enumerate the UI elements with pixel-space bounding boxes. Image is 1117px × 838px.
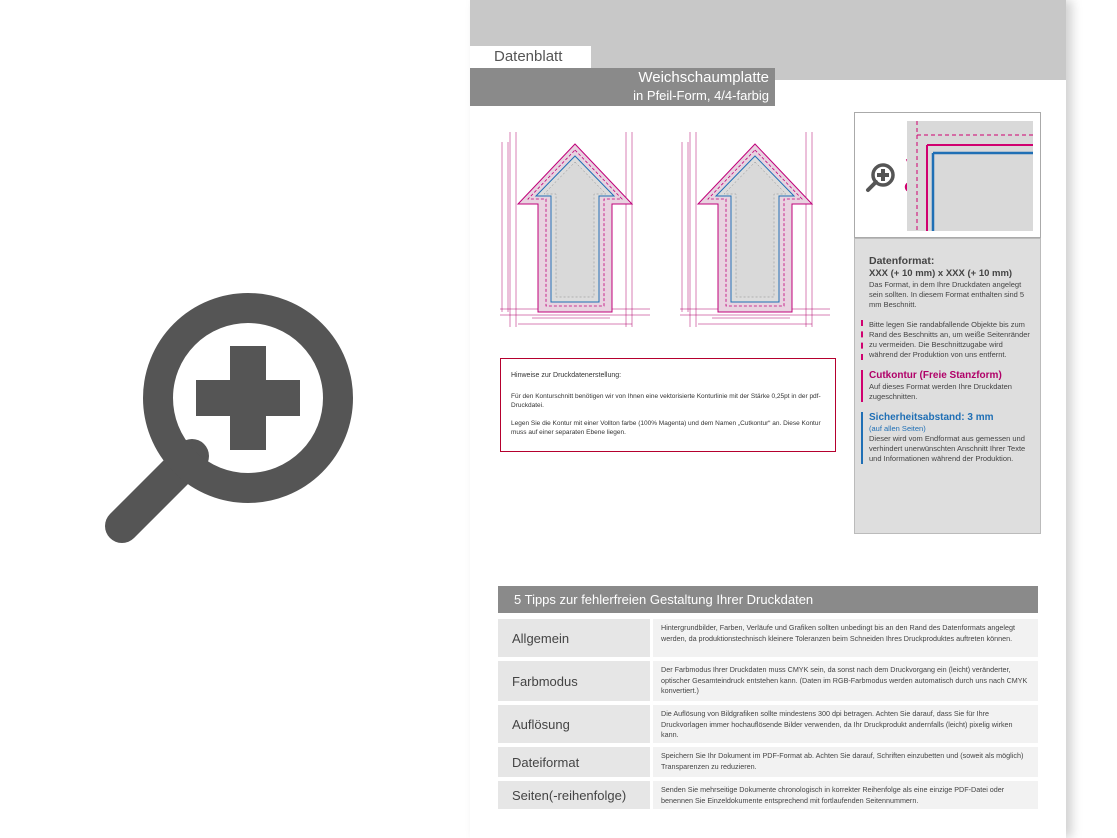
- tip-text: Die Auflösung von Bildgrafiken sollte mindestens 300 dpi betragen. Achten Sie darauf, dass Sie für Ihre Druckvorlagen immer hochauflösende Bilder verwenden, da Ihr Druckprodukt andernfalls (leicht) pixelig wirken kann.: [653, 705, 1038, 743]
- datasheet-page: [470, 0, 1066, 838]
- zoom-detail-panel: [854, 112, 1041, 238]
- title-bar: [470, 68, 775, 106]
- datenformat-title: Datenformat:: [869, 255, 935, 267]
- safety-margin-sub: (auf allen Seiten): [869, 424, 926, 433]
- hint-paragraph-color: Legen Sie die Kontur mit einer Vollton farbe (100% Magenta) und dem Namen „Cutkontur“ an. Diese Kontur muss auf einer separaten Ebene liegen.: [511, 420, 821, 436]
- tips-heading: 5 Tipps zur fehlerfreien Gestaltung Ihrer Druckdaten: [498, 586, 1038, 613]
- hint-title: Hinweise zur Druckdatenerstellung:: [511, 372, 622, 379]
- tip-row: [498, 661, 1038, 701]
- tip-label: Farbmodus: [498, 661, 650, 701]
- bleed-section: [869, 320, 1030, 360]
- corner-crop-detail: [907, 121, 1033, 231]
- tip-text: Hintergrundbilder, Farben, Verläufe und Grafiken sollten unbedingt bis an den Rand des Datenformats angelegt werden, da produktionstechnisch kleinere Toleranzen beim Schneiden Ihres Druckproduktes auftreten können.: [653, 619, 1038, 657]
- tip-row: [498, 747, 1038, 777]
- tip-row: [498, 705, 1038, 743]
- tip-text: Der Farbmodus Ihrer Druckdaten muss CMYK sein, da sonst nach dem Druckvorgang ein (leicht) veränderter, optischer Gesamteindruck entstehen kann. (Daten im RGB-Farbmodus werden automatisch durch uns nach CMYK konvertiert.): [653, 661, 1038, 701]
- cutcontour-section: [869, 370, 1030, 402]
- tip-text: Speichern Sie Ihr Dokument im PDF-Format ab. Achten Sie darauf, Schriften einzubetten und (soweit als möglich) Transparenzen zu reduzieren.: [653, 747, 1038, 777]
- datenformat-text: Das Format, in dem Ihre Druckdaten angelegt sein sollten. In diesem Format enthalten sind 5 mm Beschnitt.: [869, 280, 1025, 309]
- tip-row: [498, 781, 1038, 809]
- datasheet-tag: Datenblatt: [470, 46, 591, 68]
- bleed-text: Bitte legen Sie randabfallende Objekte bis zum Rand des Beschnitts an, um weiße Seitenränder zu vermeiden. Die Beschnittzugabe wird während der Produktion von uns entfernt.: [869, 320, 1030, 359]
- tip-label: Auflösung: [498, 705, 650, 743]
- arrow-template-drawing-back: [680, 132, 830, 332]
- cutcontour-text: Auf dieses Format werden Ihre Druckdaten zugeschnitten.: [869, 382, 1012, 401]
- tip-label: Seiten(-reihenfolge): [498, 781, 650, 809]
- tip-label: Allgemein: [498, 619, 650, 657]
- tip-row: [498, 619, 1038, 657]
- zoom-in-icon[interactable]: [865, 161, 897, 193]
- tip-text: Senden Sie mehrseitige Dokumente chronologisch in korrekter Reihenfolge als eine einzige PDF-Datei oder benennen Sie Einzeldokumente entsprechend mit fortlaufenden Seitennummern.: [653, 781, 1038, 809]
- safety-margin-title: Sicherheitsabstand: 3 mm: [869, 412, 994, 423]
- print-data-hint-box: [500, 358, 836, 452]
- zoom-in-icon[interactable]: [100, 288, 370, 558]
- safety-margin-section: [869, 412, 1030, 464]
- cutcontour-title: Cutkontur (Freie Stanzform): [869, 370, 1002, 381]
- hint-paragraph-contour: Für den Konturschnitt benötigen wir von Ihnen eine vektorisierte Konturlinie mit der Stärke 0,25pt in der pdf-Druckdatei.: [511, 393, 821, 409]
- product-subtitle: in Pfeil-Form, 4/4-farbig: [633, 88, 769, 103]
- product-title: Weichschaumplatte: [638, 69, 769, 86]
- safety-margin-text: Dieser wird vom Endformat aus gemessen und verhindert unerwünschten Anschnitt Ihrer Texte und Informationen während der Produktion.: [869, 434, 1026, 463]
- datenformat-size: XXX (+ 10 mm) x XXX (+ 10 mm): [869, 268, 1013, 279]
- tip-label: Dateiformat: [498, 747, 650, 777]
- format-info-panel: [854, 238, 1041, 534]
- arrow-template-drawing: [500, 132, 650, 332]
